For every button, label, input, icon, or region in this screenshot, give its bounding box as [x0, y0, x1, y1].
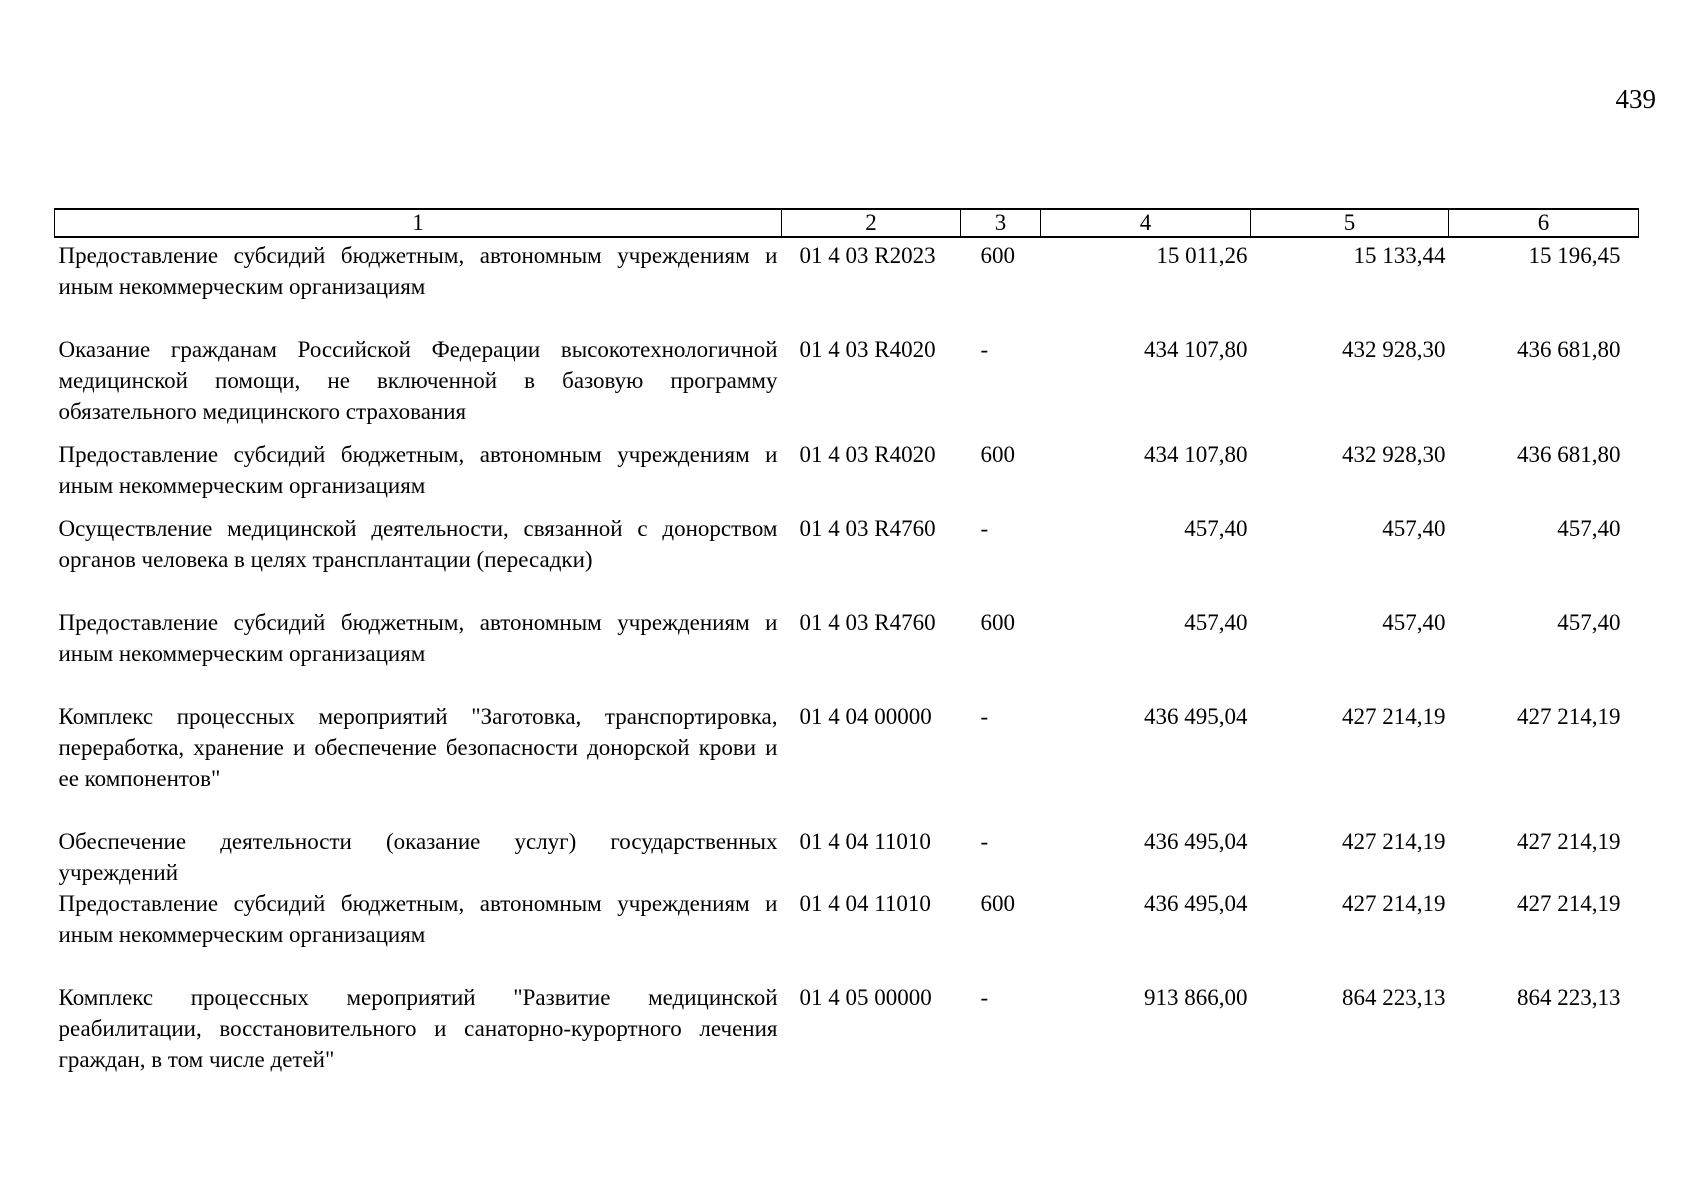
expense-type: 600 — [980, 891, 1015, 916]
expense-type: 600 — [980, 243, 1015, 268]
item-code: 01 4 03 R4760 — [799, 516, 936, 541]
page-number: 439 — [1615, 84, 1656, 114]
table-row — [55, 980, 1639, 1105]
item-name: Предоставление субсидий бюджетным, автономным учреждениям и иным некоммерческим организациям — [58, 891, 778, 947]
amount-col4: 436 495,04 — [1144, 704, 1248, 729]
item-name: Обеспечение деятельности (оказание услуг) государственных учреждений — [58, 829, 778, 885]
budget-table — [54, 208, 1639, 1105]
amount-col6: 427 214,19 — [1517, 829, 1621, 854]
amount-col6: 15 196,45 — [1528, 243, 1621, 268]
item-code: 01 4 04 00000 — [799, 704, 932, 729]
amount-col4: 457,40 — [1184, 610, 1248, 635]
item-name: Комплекс процессных мероприятий "Развитие медицинской реабилитации, восстановительного и санаторно-курортного лечения граждан, в том числе детей" — [58, 985, 778, 1072]
amount-col4: 436 495,04 — [1144, 891, 1248, 916]
item-code: 01 4 04 11010 — [799, 829, 931, 854]
amount-col6: 864 223,13 — [1517, 985, 1621, 1010]
amount-col6: 457,40 — [1557, 516, 1621, 541]
header-cell: 5 — [1251, 209, 1449, 237]
amount-col5: 432 928,30 — [1342, 442, 1446, 467]
amount-col5: 427 214,19 — [1342, 704, 1446, 729]
amount-col6: 436 681,80 — [1517, 337, 1621, 362]
amount-col6: 427 214,19 — [1517, 704, 1621, 729]
item-code: 01 4 04 11010 — [799, 891, 931, 916]
header-cell: 6 — [1449, 209, 1639, 237]
amount-col5: 432 928,30 — [1342, 337, 1446, 362]
amount-col5: 864 223,13 — [1342, 985, 1446, 1010]
item-code: 01 4 05 00000 — [799, 985, 932, 1010]
item-name: Предоставление субсидий бюджетным, автономным учреждениям и иным некоммерческим организациям — [58, 243, 778, 299]
header-row — [55, 209, 1639, 237]
item-name: Оказание гражданам Российской Федерации высокотехнологичной медицинской помощи, не включенной в базовую программу обязательного медицинского страхования — [58, 337, 778, 424]
item-name: Осуществление медицинской деятельности, связанной с донорством органов человека в целях трансплантации (пересадки) — [58, 516, 778, 572]
item-code: 01 4 03 R4020 — [799, 337, 936, 362]
header-cell: 3 — [961, 209, 1041, 237]
table-row — [55, 824, 1639, 888]
header-cell: 4 — [1041, 209, 1251, 237]
expense-type: - — [980, 704, 989, 729]
header-cell: 2 — [782, 209, 961, 237]
expense-type: - — [980, 829, 989, 854]
item-code: 01 4 03 R4760 — [799, 610, 936, 635]
expense-type: - — [980, 337, 989, 362]
item-code: 01 4 03 R2023 — [799, 243, 936, 268]
expense-type: 600 — [980, 610, 1015, 635]
expense-type: - — [980, 516, 989, 541]
amount-col5: 15 133,44 — [1353, 243, 1446, 268]
amount-col4: 913 866,00 — [1144, 985, 1248, 1010]
item-name: Предоставление субсидий бюджетным, автономным учреждениям и иным некоммерческим организациям — [58, 442, 778, 498]
header-cell: 1 — [55, 209, 782, 237]
amount-col5: 427 214,19 — [1342, 891, 1446, 916]
amount-col5: 457,40 — [1382, 516, 1446, 541]
amount-col5: 427 214,19 — [1342, 829, 1446, 854]
item-name: Комплекс процессных мероприятий "Заготовка, транспортировка, переработка, хранение и обеспечение безопасности донорской крови и ее компонентов" — [58, 704, 778, 791]
amount-col4: 436 495,04 — [1144, 829, 1248, 854]
amount-col6: 457,40 — [1557, 610, 1621, 635]
amount-col4: 434 107,80 — [1144, 337, 1248, 362]
amount-col4: 457,40 — [1184, 516, 1248, 541]
table-row — [55, 699, 1639, 824]
expense-type: 600 — [980, 442, 1015, 467]
table-row — [55, 511, 1639, 605]
amount-col6: 427 214,19 — [1517, 891, 1621, 916]
table-row — [55, 237, 1639, 332]
table-row — [55, 332, 1639, 437]
amount-col6: 436 681,80 — [1517, 442, 1621, 467]
amount-col5: 457,40 — [1382, 610, 1446, 635]
item-name: Предоставление субсидий бюджетным, автономным учреждениям и иным некоммерческим организациям — [58, 610, 778, 666]
amount-col4: 434 107,80 — [1144, 442, 1248, 467]
table-row — [55, 605, 1639, 699]
table-row — [55, 437, 1639, 511]
table-row — [55, 888, 1639, 980]
item-code: 01 4 03 R4020 — [799, 442, 936, 467]
expense-type: - — [980, 985, 989, 1010]
amount-col4: 15 011,26 — [1156, 243, 1248, 268]
